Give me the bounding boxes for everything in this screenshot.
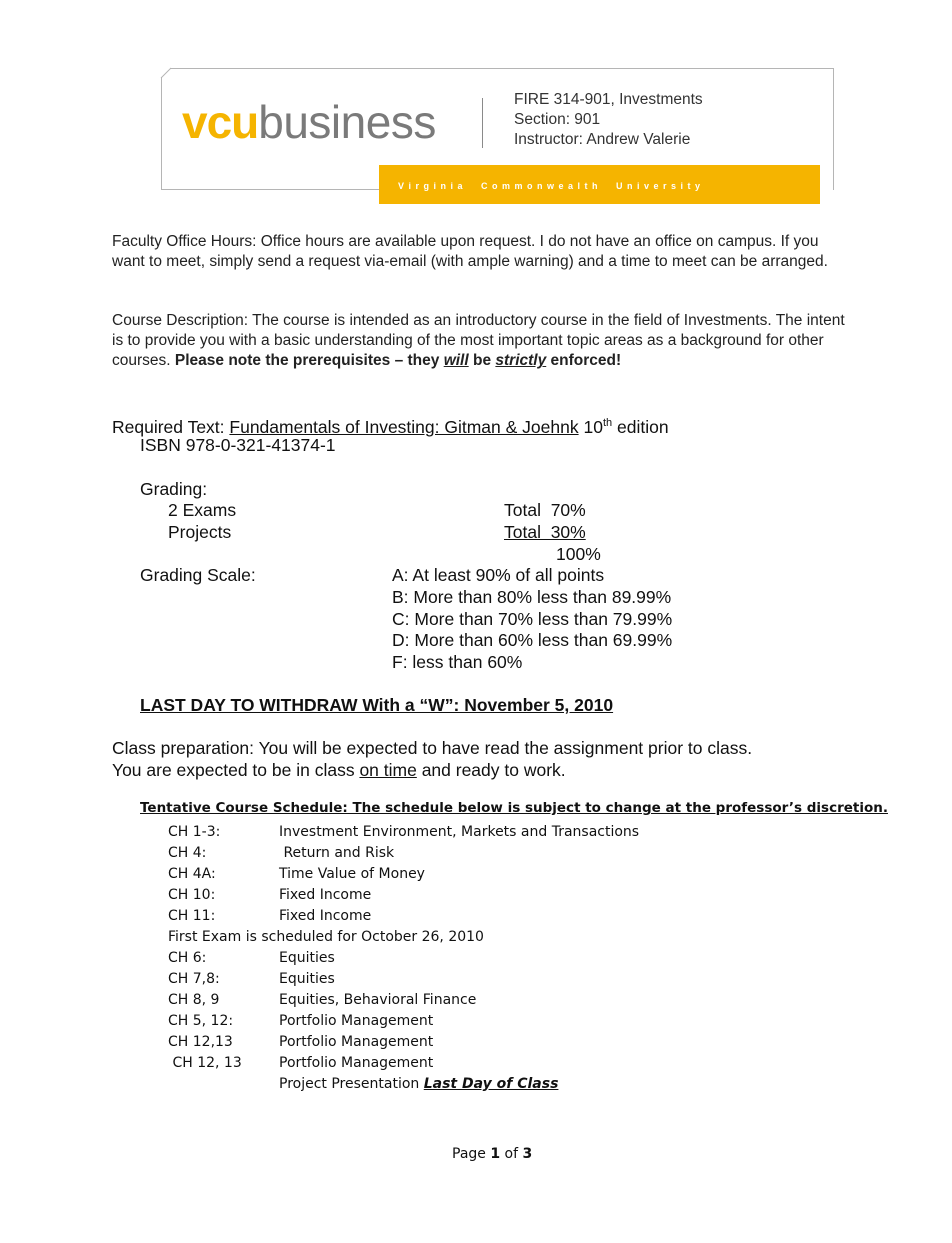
prereq-note: Please note the prerequisites – they xyxy=(174,352,444,369)
schedule-row-topic: Fixed Income xyxy=(279,908,372,924)
schedule-row-topic: Investment Environment, Markets and Transactions xyxy=(279,824,640,840)
header-frame-right xyxy=(833,68,834,190)
header-frame-left xyxy=(161,77,162,190)
textbook-edition-sup: th xyxy=(602,417,613,429)
textbook-isbn: ISBN 978-0-321-41374-1 xyxy=(140,435,336,455)
schedule-row-chapter: CH 4A: xyxy=(168,866,216,882)
schedule-row-topic: Time Value of Money xyxy=(279,866,425,882)
page-word: Page xyxy=(452,1146,491,1162)
course-section: Section: 901 xyxy=(514,111,601,128)
logo-divider xyxy=(482,98,483,148)
prereq-enforced: enforced! xyxy=(546,352,622,369)
grading-label: Grading: xyxy=(140,479,208,499)
header-frame-top xyxy=(170,68,834,69)
page-total: 3 xyxy=(522,1146,533,1162)
grading-scale-a: A: At least 90% of all points xyxy=(392,565,605,585)
schedule-final-prefix: Project Presentation xyxy=(279,1076,424,1092)
schedule-row-topic: Return and Risk xyxy=(279,845,395,861)
course-info xyxy=(514,90,703,150)
grading-item-projects-total: Total 30% xyxy=(504,522,586,542)
header-frame-bottom xyxy=(161,189,379,190)
grading-scale-f: F: less than 60% xyxy=(392,652,523,672)
schedule-row-chapter: CH 7,8: xyxy=(168,971,220,987)
schedule-row-chapter: CH 12, 13 xyxy=(168,1055,242,1071)
grading-scale-d: D: More than 60% less than 69.99% xyxy=(392,630,673,650)
grading-item-exams-total: Total 70% xyxy=(504,500,586,520)
schedule-row-chapter: CH 8, 9 xyxy=(168,992,220,1008)
schedule-row-topic: Equities, Behavioral Finance xyxy=(279,992,477,1008)
class-prep-line1: Class preparation: You will be expected to have read the assignment prior to class. xyxy=(112,738,753,758)
textbook-edition-word: edition xyxy=(612,416,669,437)
logo-vcu-text: vcu xyxy=(182,96,259,148)
grading-scale-b: B: More than 80% less than 89.99% xyxy=(392,587,672,607)
class-prep-line2-prefix: You are expected to be in class xyxy=(112,760,360,780)
class-prep-line2-suffix: and ready to work. xyxy=(416,760,566,780)
course-title: FIRE 314-901, Investments xyxy=(514,91,703,108)
schedule-row-chapter: CH 5, 12: xyxy=(168,1013,234,1029)
course-description-text: Course Description: The course is intended as an introductory course in the field of Investments. The intent is to provide you with a basic understanding of the most important topic areas as a background for other courses. xyxy=(112,312,845,369)
schedule-row-topic: Portfolio Management xyxy=(279,1034,434,1050)
schedule-row-chapter: CH 1-3: xyxy=(168,824,221,840)
class-prep-line2 xyxy=(112,759,566,781)
prereq-will: will xyxy=(443,352,469,369)
schedule-row-chapter: CH 12,13 xyxy=(168,1034,233,1050)
schedule-final-emph: Last Day of Class xyxy=(423,1076,559,1092)
schedule-row-chapter: First Exam is scheduled for October 26, 2010 xyxy=(168,929,484,945)
grading-item-exams-name: 2 Exams xyxy=(168,500,237,520)
grading-item-projects-name: Projects xyxy=(168,522,232,542)
required-text-label: Required Text: xyxy=(112,416,230,437)
grading-scale-label: Grading Scale: xyxy=(140,565,256,585)
schedule-row-chapter: CH 4: xyxy=(168,845,207,861)
class-prep-on-time: on time xyxy=(359,760,417,780)
schedule-row-chapter: CH 6: xyxy=(168,950,207,966)
grading-scale-c: C: More than 70% less than 79.99% xyxy=(392,609,673,629)
page-number: 1 xyxy=(490,1146,501,1162)
logo-business-text: business xyxy=(258,96,436,148)
course-instructor: Instructor: Andrew Valerie xyxy=(514,131,691,148)
schedule-row-topic: Equities xyxy=(279,950,335,966)
schedule-row-topic: Equities xyxy=(279,971,335,987)
course-description-paragraph xyxy=(112,311,847,371)
prereq-be: be xyxy=(468,352,492,369)
office-hours-paragraph: Faculty Office Hours: Office hours are available upon request. I do not have an office on campus. If you want to meet, simply send a request via-email (with ample warning) and a time to meet can be arranged. xyxy=(112,233,828,270)
page-footer xyxy=(452,1146,532,1162)
schedule-row-topic: Fixed Income xyxy=(279,887,372,903)
schedule-row-chapter: CH 10: xyxy=(168,887,216,903)
header-frame-corner xyxy=(160,67,174,81)
textbook-title: Fundamentals of Investing: Gitman & Joehnk xyxy=(229,416,579,437)
schedule-final-row xyxy=(279,1074,558,1095)
schedule-row-chapter: CH 11: xyxy=(168,908,216,924)
page-of: of xyxy=(500,1146,523,1162)
schedule-row-topic: Portfolio Management xyxy=(279,1055,434,1071)
schedule-row-topic: Portfolio Management xyxy=(279,1013,434,1029)
prereq-strictly: strictly xyxy=(495,352,547,369)
university-band-text: V i r g i n i a C o m m o n w e a l t h U n i v e r s i t y xyxy=(398,181,702,191)
grading-total-sum: 100% xyxy=(556,544,601,564)
schedule-heading: Tentative Course Schedule: The schedule below is subject to change at the professor’s discretion. xyxy=(140,800,888,816)
vcu-business-logo xyxy=(182,95,436,149)
textbook-edition-num: 10 xyxy=(578,416,603,437)
withdraw-deadline: LAST DAY TO WITHDRAW With a “W”: November 5, 2010 xyxy=(140,695,614,715)
